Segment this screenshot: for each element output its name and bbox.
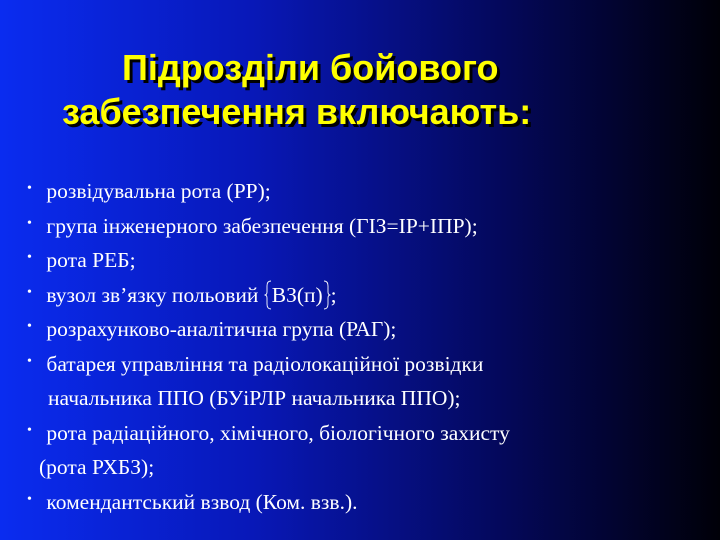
- left-brace-icon: [264, 280, 272, 310]
- list-item: [27, 485, 510, 520]
- bullet-icon: •: [27, 284, 32, 300]
- list-item-continuation: [27, 450, 510, 485]
- bullet-list: [27, 174, 510, 519]
- list-item: [27, 347, 510, 382]
- list-item: [27, 278, 510, 313]
- item-text: розрахунково-аналітична група (РАГ);: [46, 317, 397, 341]
- item-end: ;: [330, 282, 337, 307]
- item-text: група інженерного забезпечення (ГІЗ=ІР+ІПР);: [46, 213, 478, 238]
- item-text: (рота РХБЗ);: [39, 455, 155, 479]
- item-text: вузол зв’язку польовий: [46, 282, 259, 307]
- title-line-2: забезпечення включають:: [62, 91, 532, 132]
- bullet-icon: •: [27, 250, 32, 265]
- list-item-continuation: [27, 381, 510, 416]
- title-line-1: Підрозділи бойового: [122, 47, 499, 88]
- item-text: батарея управління та радіолокаційної розвідки: [46, 351, 484, 376]
- bullet-icon: •: [27, 353, 32, 369]
- item-text: начальника ППО (БУіРЛР начальника ППО);: [48, 386, 461, 410]
- right-brace-icon: [323, 280, 331, 310]
- list-item: [27, 174, 510, 209]
- list-item: [27, 209, 510, 244]
- item-text: комендантський взвод (Ком. взв.).: [46, 489, 358, 514]
- vzv-code: ВЗ(п): [271, 282, 323, 307]
- item-text: рота РЕБ;: [46, 248, 136, 272]
- list-item: [27, 416, 510, 451]
- item-text: рота радіаційного, хімічного, біологічного захисту: [46, 420, 510, 445]
- bullet-icon: •: [27, 319, 32, 334]
- slide-title: [0, 46, 720, 134]
- item-text: розвідувальна рота (РР);: [46, 179, 271, 203]
- list-item: [27, 243, 510, 278]
- list-item: [27, 312, 510, 347]
- bullet-icon: •: [27, 491, 32, 507]
- bullet-icon: •: [27, 422, 32, 438]
- bullet-icon: •: [27, 215, 32, 231]
- bullet-icon: •: [27, 181, 32, 196]
